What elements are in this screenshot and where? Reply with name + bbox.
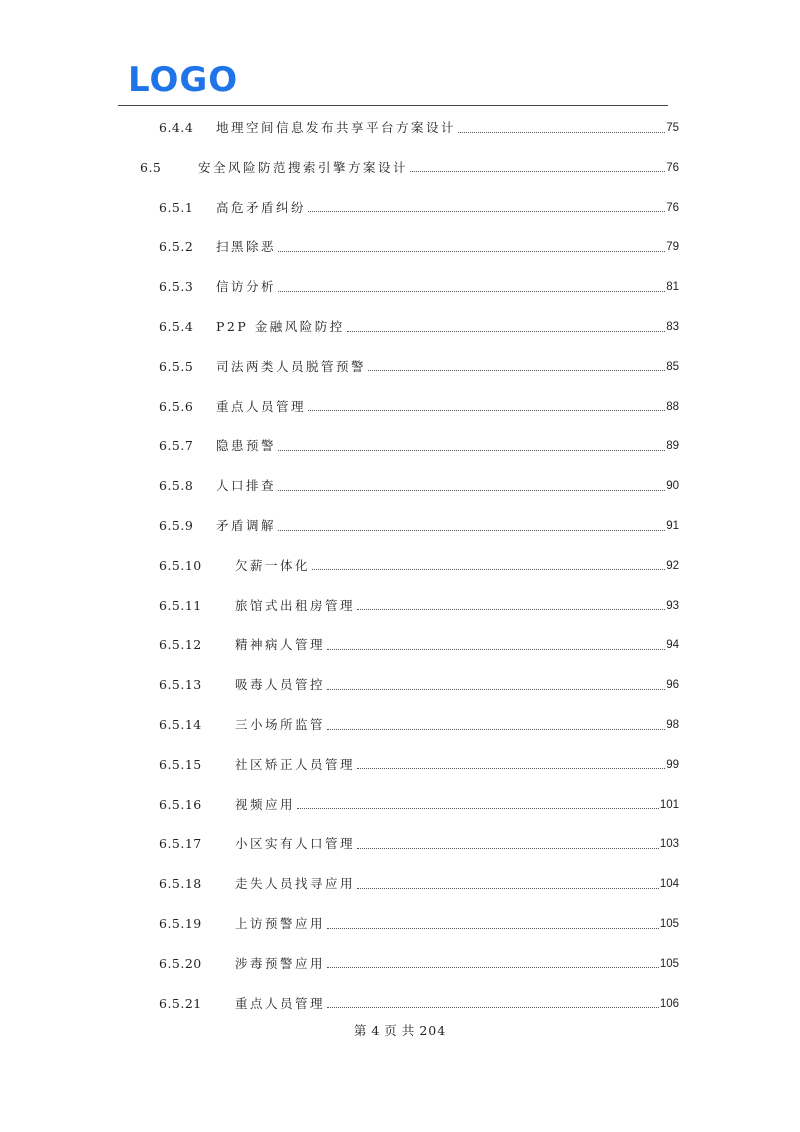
- toc-entry-number: 6.5.1: [159, 199, 194, 215]
- toc-entry-page: 79: [666, 241, 679, 254]
- toc-entry-page: 106: [659, 997, 679, 1010]
- toc-entry[interactable]: [0, 596, 800, 616]
- toc-leader-dots: [327, 729, 665, 730]
- toc-entry-number: 6.5.7: [159, 438, 194, 454]
- toc-entry-number: 6.5.16: [159, 796, 202, 812]
- toc-entry-title: 信访分析: [216, 279, 277, 295]
- toc-leader-dots: [327, 689, 665, 690]
- footer-current-page: 4: [371, 1023, 381, 1038]
- toc-entry[interactable]: [0, 556, 800, 576]
- toc-entry-page: 96: [666, 679, 679, 692]
- toc-entry-number: 6.5.14: [159, 717, 202, 732]
- toc-entry-number: 6.5.2: [159, 239, 194, 255]
- toc-entry[interactable]: [0, 635, 800, 655]
- footer-page-word: 页: [384, 1023, 398, 1038]
- toc-entry-page: 99: [666, 758, 679, 771]
- toc-entry-number: 6.5.10: [159, 557, 202, 573]
- toc-entry[interactable]: [0, 516, 800, 536]
- toc-entry[interactable]: [0, 277, 800, 297]
- toc-entry-number: 6.5.4: [159, 319, 194, 334]
- toc-entry-page: 105: [659, 918, 679, 930]
- toc-leader-dots: [308, 410, 665, 411]
- toc-entry-title: 人口排查: [216, 478, 277, 494]
- toc-entry-page: 94: [666, 639, 679, 652]
- toc-entry-page: 89: [666, 440, 679, 453]
- toc-entry-page: 93: [666, 599, 679, 612]
- toc-entry-number: 6.5.6: [159, 398, 194, 414]
- toc-entry-title: 地理空间信息发布共享平台方案设计: [216, 120, 457, 135]
- toc-entry-page: 81: [666, 281, 679, 294]
- toc-leader-dots: [357, 609, 665, 610]
- toc-leader-dots: [347, 331, 665, 332]
- toc-entry-title: 视频应用: [235, 796, 296, 812]
- toc-entry[interactable]: [0, 675, 800, 695]
- footer-prefix: 第: [353, 1023, 368, 1038]
- toc-entry-title: 上访预警应用: [235, 916, 326, 931]
- toc-entry[interactable]: [0, 436, 800, 456]
- toc-entry[interactable]: [0, 715, 800, 735]
- toc-entry[interactable]: [0, 317, 800, 337]
- toc-entry[interactable]: [0, 476, 800, 496]
- toc-leader-dots: [458, 132, 665, 133]
- toc-leader-dots: [410, 171, 665, 172]
- toc-entry-page: 104: [659, 878, 679, 891]
- toc-entry-page: 76: [666, 161, 679, 174]
- toc-leader-dots: [312, 569, 665, 570]
- toc-entry-title: 隐患预警: [216, 438, 277, 454]
- toc-entry-number: 6.5.5: [159, 358, 194, 374]
- toc-entry-title: P2P 金融风险防控: [216, 319, 345, 334]
- toc-entry-number: 6.5.17: [159, 836, 202, 852]
- toc-entry-title: 安全风险防范搜索引擎方案设计: [198, 159, 409, 175]
- toc-leader-dots: [278, 450, 665, 451]
- toc-entry-number: 6.5.9: [159, 518, 194, 533]
- toc-leader-dots: [327, 928, 659, 929]
- toc-entry-title: 欠薪一体化: [235, 557, 311, 573]
- toc-leader-dots: [357, 848, 659, 849]
- toc-entry-page: 85: [666, 360, 679, 373]
- toc-entry[interactable]: [0, 158, 800, 178]
- toc-leader-dots: [327, 967, 659, 968]
- toc-entry[interactable]: [0, 795, 800, 815]
- toc-leader-dots: [327, 649, 665, 650]
- toc-entry-number: 6.5.13: [159, 677, 202, 693]
- toc-entry-title: 重点人员管理: [235, 995, 326, 1011]
- toc-entry-page: 92: [666, 559, 679, 572]
- toc-entry-title: 高危矛盾纠纷: [216, 199, 307, 215]
- toc-leader-dots: [308, 211, 665, 212]
- toc-entry[interactable]: [0, 914, 800, 934]
- toc-entry[interactable]: [0, 357, 800, 377]
- toc-leader-dots: [357, 888, 659, 889]
- toc-entry[interactable]: [0, 954, 800, 974]
- toc-leader-dots: [357, 768, 665, 769]
- toc-entry-title: 三小场所监管: [235, 717, 326, 732]
- toc-entry[interactable]: [0, 874, 800, 894]
- toc-entry-number: 6.5.8: [159, 478, 194, 494]
- footer-total-pages: 204: [419, 1023, 447, 1038]
- toc-entry-title: 重点人员管理: [216, 398, 307, 414]
- toc-entry-title: 旅馆式出租房管理: [235, 597, 356, 613]
- toc-entry-page: 98: [666, 719, 679, 731]
- toc-leader-dots: [278, 251, 665, 252]
- toc-entry-page: 105: [659, 957, 679, 970]
- toc-entry-page: 75: [666, 122, 679, 134]
- toc-entry[interactable]: [0, 994, 800, 1014]
- toc-entry-page: 101: [659, 798, 679, 811]
- toc-entry-number: 6.5.15: [159, 756, 202, 772]
- toc-entry-page: 76: [666, 201, 679, 214]
- toc-entry-number: 6.5.11: [159, 597, 202, 613]
- toc-entry-title: 扫黑除恶: [216, 239, 277, 255]
- toc-entry-number: 6.5.12: [159, 637, 202, 653]
- toc-entry[interactable]: [0, 118, 800, 138]
- toc-entry-number: 6.5.20: [159, 955, 202, 971]
- toc-entry-page: 103: [659, 838, 679, 851]
- toc-leader-dots: [278, 291, 665, 292]
- toc-entry-page: 88: [666, 400, 679, 413]
- toc-leader-dots: [278, 490, 665, 491]
- toc-entry-title: 吸毒人员管控: [235, 677, 326, 693]
- toc-entry-number: 6.5.21: [159, 995, 202, 1011]
- toc-entry-title: 精神病人管理: [235, 637, 326, 653]
- toc-entry-title: 涉毒预警应用: [235, 955, 326, 971]
- toc-entry[interactable]: [0, 198, 800, 218]
- toc-entry[interactable]: [0, 237, 800, 257]
- toc-entry-number: 6.5.18: [159, 876, 202, 892]
- toc-entry-title: 走失人员找寻应用: [235, 876, 356, 892]
- page-footer: [0, 1021, 800, 1039]
- toc-entry-title: 矛盾调解: [216, 518, 277, 533]
- toc-entry-number: 6.5.19: [159, 916, 202, 931]
- toc-entry-title: 小区实有人口管理: [235, 836, 356, 852]
- toc-leader-dots: [327, 1007, 659, 1008]
- toc-entry-number: 6.5.3: [159, 279, 194, 295]
- toc-entry-number: 6.5: [140, 159, 162, 175]
- toc-entry[interactable]: [0, 755, 800, 775]
- logo-text: LOGO: [128, 62, 238, 96]
- toc-entry[interactable]: [0, 397, 800, 417]
- footer-total-label: 共: [401, 1023, 416, 1038]
- toc-entry-title: 司法两类人员脱管预警: [216, 358, 367, 374]
- toc-leader-dots: [297, 808, 659, 809]
- toc-entry-number: 6.4.4: [159, 120, 194, 135]
- toc-entry-page: 83: [666, 321, 679, 333]
- toc-entry[interactable]: [0, 834, 800, 854]
- toc-leader-dots: [368, 370, 665, 371]
- toc-entry-page: 91: [666, 520, 679, 532]
- toc-entry-title: 社区矫正人员管理: [235, 756, 356, 772]
- toc-entry-page: 90: [666, 480, 679, 493]
- toc-leader-dots: [278, 530, 665, 531]
